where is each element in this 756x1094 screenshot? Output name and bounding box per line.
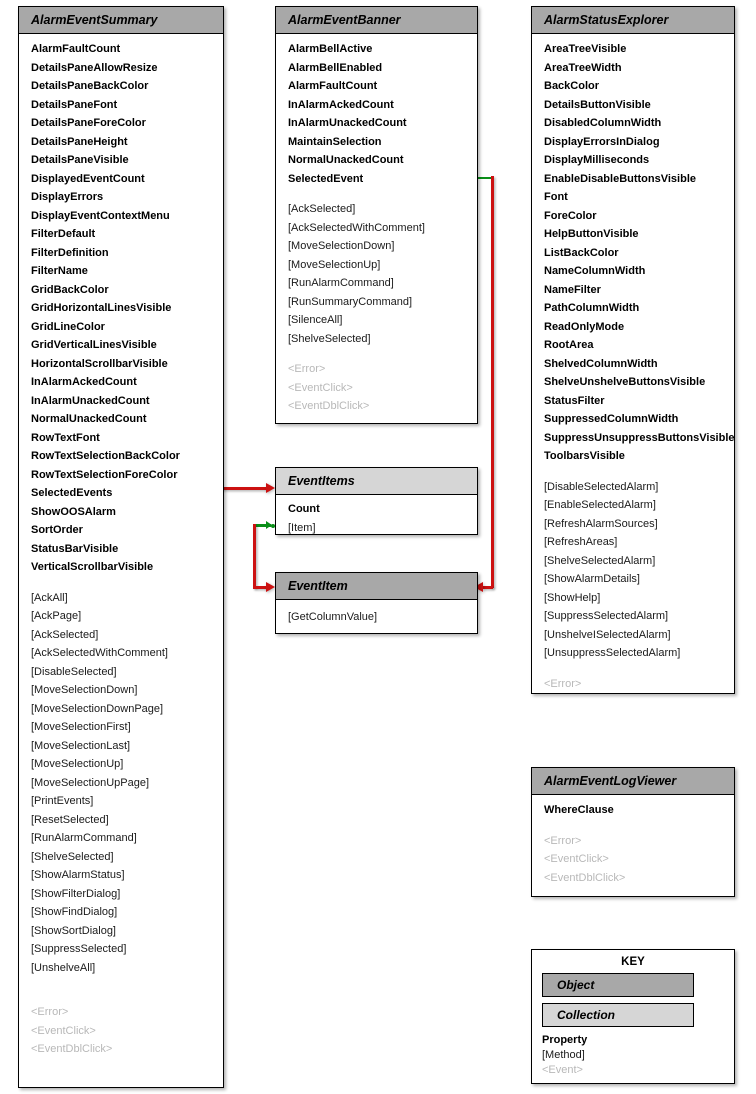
property-item: RowTextSelectionForeColor bbox=[31, 468, 178, 481]
property-list-alarm-event-banner bbox=[288, 40, 477, 188]
event-item: <Error> bbox=[31, 1006, 69, 1018]
method-item: [ShowSortDialog] bbox=[31, 924, 116, 937]
box-title-alarm-event-banner: AlarmEventBanner bbox=[276, 7, 477, 34]
key-method-label: [Method] bbox=[542, 1049, 585, 1061]
method-item: [SuppressSelectedAlarm] bbox=[544, 610, 669, 622]
method-item: [AckPage] bbox=[31, 610, 82, 622]
property-item: FilterDefault bbox=[31, 228, 96, 240]
method-item: [SilenceAll] bbox=[288, 314, 343, 326]
spacer bbox=[31, 977, 223, 1003]
property-item: AlarmBellActive bbox=[288, 43, 373, 55]
property-item: FilterName bbox=[31, 265, 88, 277]
method-item: [ShowAlarmDetails] bbox=[544, 573, 640, 585]
method-item: [AckAll] bbox=[31, 591, 68, 604]
spacer bbox=[31, 577, 223, 589]
key-legend bbox=[531, 949, 735, 1084]
box-alarm-event-log-viewer[interactable] bbox=[531, 767, 735, 897]
property-item: GridHorizontalLinesVisible bbox=[31, 302, 172, 314]
box-title-alarm-event-log-viewer: AlarmEventLogViewer bbox=[532, 768, 734, 795]
property-item: SuppressUnsuppressButtonsVisible bbox=[544, 431, 735, 444]
property-item: InAlarmAckedCount bbox=[288, 98, 394, 111]
method-item: [DisableSelectedAlarm] bbox=[544, 480, 659, 493]
event-item: <EventClick> bbox=[288, 381, 353, 394]
box-title-event-item: EventItem bbox=[276, 573, 477, 600]
method-item: [ShowFilterDialog] bbox=[31, 887, 121, 900]
key-event-label: <Event> bbox=[542, 1064, 583, 1076]
connector-right-trunk-to-eventitem bbox=[482, 586, 493, 589]
method-list-alarm-event-banner bbox=[288, 200, 477, 348]
method-item: [UnshelveISelectedAlarm] bbox=[544, 628, 671, 641]
property-item: DisplayMilliseconds bbox=[544, 154, 650, 166]
event-item: <EventDblClick> bbox=[31, 1043, 113, 1055]
event-item: <EventClick> bbox=[544, 853, 609, 865]
method-item: [MoveSelectionUpPage] bbox=[31, 776, 150, 789]
connector-item-horizontal bbox=[253, 524, 271, 527]
event-item: <Error> bbox=[544, 677, 582, 690]
method-item: [ShelveSelected] bbox=[31, 850, 114, 863]
property-item: GridLineColor bbox=[31, 320, 105, 333]
method-item: [RefreshAreas] bbox=[544, 536, 618, 548]
property-item: RowTextFont bbox=[31, 431, 100, 444]
method-item: [MoveSelectionUp] bbox=[31, 758, 124, 770]
method-item: [GetColumnValue] bbox=[288, 611, 378, 623]
method-item: [ResetSelected] bbox=[31, 813, 109, 826]
event-list-alarm-event-banner bbox=[288, 360, 477, 416]
property-item: AlarmFaultCount bbox=[288, 80, 378, 92]
box-body-alarm-event-banner bbox=[276, 34, 477, 424]
key-property-label: Property bbox=[542, 1034, 588, 1046]
property-item: InAlarmUnackedCount bbox=[31, 394, 150, 407]
property-item: RootArea bbox=[544, 339, 594, 351]
connector-left-trunk-vertical bbox=[253, 524, 256, 588]
method-item: [ShowFindDialog] bbox=[31, 906, 118, 918]
property-item: DetailsPaneVisible bbox=[31, 154, 129, 166]
method-item: [UnsuppressSelectedAlarm] bbox=[544, 647, 681, 659]
box-body-alarm-event-log-viewer bbox=[532, 795, 734, 895]
property-item: GridBackColor bbox=[31, 283, 109, 296]
box-title-event-items: EventItems bbox=[276, 468, 477, 495]
property-item: NameColumnWidth bbox=[544, 265, 646, 277]
spacer bbox=[288, 348, 477, 360]
property-item: InAlarmUnackedCount bbox=[288, 117, 407, 129]
property-item: AreaTreeWidth bbox=[544, 61, 622, 74]
property-item: ReadOnlyMode bbox=[544, 320, 625, 333]
property-item: DetailsPaneForeColor bbox=[31, 117, 146, 129]
property-item: ListBackColor bbox=[544, 246, 619, 259]
method-item: [MoveSelectionDown] bbox=[31, 684, 138, 696]
method-item: [MoveSelectionUp] bbox=[288, 258, 381, 271]
event-item: <EventDblClick> bbox=[288, 400, 370, 412]
method-item: [MoveSelectionDown] bbox=[288, 240, 395, 252]
property-list-alarm-status-explorer bbox=[544, 40, 734, 466]
method-item: [AckSelectedWithComment] bbox=[288, 221, 425, 234]
method-list-alarm-status-explorer bbox=[544, 478, 734, 663]
property-item: DisplayedEventCount bbox=[31, 172, 145, 185]
property-item: ShowOOSAlarm bbox=[31, 505, 116, 518]
method-item: [AckSelected] bbox=[288, 203, 356, 215]
property-item: Font bbox=[544, 191, 568, 203]
method-item: [ShowAlarmStatus] bbox=[31, 869, 125, 881]
event-item: <Error> bbox=[288, 363, 326, 375]
spacer bbox=[288, 188, 477, 200]
key-collection-swatch: Collection bbox=[542, 1003, 694, 1027]
box-title-alarm-event-summary: AlarmEventSummary bbox=[19, 7, 223, 34]
property-item: ForeColor bbox=[544, 209, 597, 222]
property-item: DetailsPaneHeight bbox=[31, 135, 128, 148]
property-item: DisabledColumnWidth bbox=[544, 117, 662, 129]
property-item: NormalUnackedCount bbox=[31, 413, 147, 425]
connector-left-trunk-arrow bbox=[266, 582, 275, 592]
property-item: HelpButtonVisible bbox=[544, 228, 639, 240]
property-item: AlarmFaultCount bbox=[31, 43, 121, 55]
property-item-selectedevent: SelectedEvent bbox=[288, 172, 364, 185]
box-alarm-event-summary[interactable] bbox=[18, 6, 224, 1088]
key-object-swatch: Object bbox=[542, 973, 694, 997]
property-item: DetailsPaneBackColor bbox=[31, 80, 149, 92]
method-item: [PrintEvents] bbox=[31, 795, 94, 807]
method-item: [MoveSelectionFirst] bbox=[31, 721, 131, 733]
method-list-alarm-event-summary bbox=[31, 589, 223, 978]
method-item: [MoveSelectionDownPage] bbox=[31, 702, 164, 715]
event-item: <Error> bbox=[544, 834, 582, 847]
box-body-event-items bbox=[276, 495, 477, 545]
method-item: [ShowHelp] bbox=[544, 591, 601, 604]
method-item: [ShelveSelectedAlarm] bbox=[544, 554, 656, 567]
property-item: DetailsPaneFont bbox=[31, 98, 118, 111]
box-event-items[interactable] bbox=[275, 467, 478, 535]
property-item: SortOrder bbox=[31, 524, 83, 536]
box-body-alarm-status-explorer bbox=[532, 34, 734, 701]
property-item-selectedevents: SelectedEvents bbox=[31, 487, 113, 499]
property-item: GridVerticalLinesVisible bbox=[31, 339, 157, 351]
event-list-alarm-event-summary bbox=[31, 1003, 223, 1059]
property-item: MaintainSelection bbox=[288, 135, 382, 148]
property-item: WhereClause bbox=[544, 804, 614, 816]
property-item: StatusBarVisible bbox=[31, 542, 119, 555]
property-item: RowTextSelectionBackColor bbox=[31, 450, 180, 462]
property-item: ShelvedColumnWidth bbox=[544, 357, 658, 370]
property-item: DetailsPaneAllowResize bbox=[31, 61, 158, 74]
spacer bbox=[544, 466, 734, 478]
event-list-alarm-status-explorer bbox=[544, 675, 734, 694]
event-item: <EventDblClick> bbox=[544, 871, 626, 884]
method-item: [AckSelected] bbox=[31, 628, 99, 641]
spacer bbox=[544, 663, 734, 675]
key-title: KEY bbox=[621, 956, 645, 968]
property-item: EnableDisableButtonsVisible bbox=[544, 172, 697, 185]
method-item: [AckSelectedWithComment] bbox=[31, 647, 168, 659]
property-item: AreaTreeVisible bbox=[544, 43, 627, 55]
box-alarm-event-banner[interactable] bbox=[275, 6, 478, 424]
event-item: <EventClick> bbox=[31, 1024, 96, 1037]
property-item: AlarmBellEnabled bbox=[288, 61, 383, 74]
property-item: BackColor bbox=[544, 80, 600, 92]
connector-right-trunk-vertical bbox=[491, 176, 494, 588]
property-item: NameFilter bbox=[544, 283, 601, 296]
property-item: HorizontalScrollbarVisible bbox=[31, 357, 168, 370]
box-event-item[interactable] bbox=[275, 572, 478, 634]
property-item: DetailsButtonVisible bbox=[544, 98, 651, 111]
method-item: [SuppressSelected] bbox=[31, 943, 127, 955]
method-item: [EnableSelectedAlarm] bbox=[544, 499, 656, 511]
method-item: [RefreshAlarmSources] bbox=[544, 517, 658, 530]
method-item-item: [Item] bbox=[288, 521, 316, 534]
method-item: [UnshelveAll] bbox=[31, 961, 96, 974]
property-item: NormalUnackedCount bbox=[288, 154, 404, 166]
property-item: DisplayErrors bbox=[31, 191, 104, 203]
property-item: PathColumnWidth bbox=[544, 302, 640, 314]
box-body-event-item bbox=[276, 600, 477, 635]
property-item: SuppressedColumnWidth bbox=[544, 413, 679, 425]
property-item: StatusFilter bbox=[544, 394, 605, 407]
property-item: FilterDefinition bbox=[31, 246, 109, 259]
box-title-alarm-status-explorer: AlarmStatusExplorer bbox=[532, 7, 734, 34]
box-body-alarm-event-summary bbox=[19, 34, 223, 1067]
method-item: [ShelveSelected] bbox=[288, 332, 371, 345]
method-item: [RunAlarmCommand] bbox=[31, 832, 137, 844]
property-item: ShelveUnshelveButtonsVisible bbox=[544, 376, 706, 388]
box-alarm-status-explorer[interactable] bbox=[531, 6, 735, 694]
method-item: [RunSummaryCommand] bbox=[288, 295, 413, 308]
property-item: Count bbox=[288, 503, 320, 515]
property-item: DisplayErrorsInDialog bbox=[544, 135, 660, 148]
property-item: VerticalScrollbarVisible bbox=[31, 561, 154, 573]
property-list-alarm-event-summary bbox=[31, 40, 223, 577]
property-item: InAlarmAckedCount bbox=[31, 376, 137, 388]
method-item: [RunAlarmCommand] bbox=[288, 277, 394, 289]
method-item: [MoveSelectionLast] bbox=[31, 739, 131, 752]
property-item: ToolbarsVisible bbox=[544, 450, 625, 462]
method-item: [DisableSelected] bbox=[31, 665, 117, 678]
connector-selectedevents-to-eventitems-arrow bbox=[266, 483, 275, 493]
spacer bbox=[544, 820, 734, 832]
property-item: DisplayEventContextMenu bbox=[31, 209, 170, 222]
